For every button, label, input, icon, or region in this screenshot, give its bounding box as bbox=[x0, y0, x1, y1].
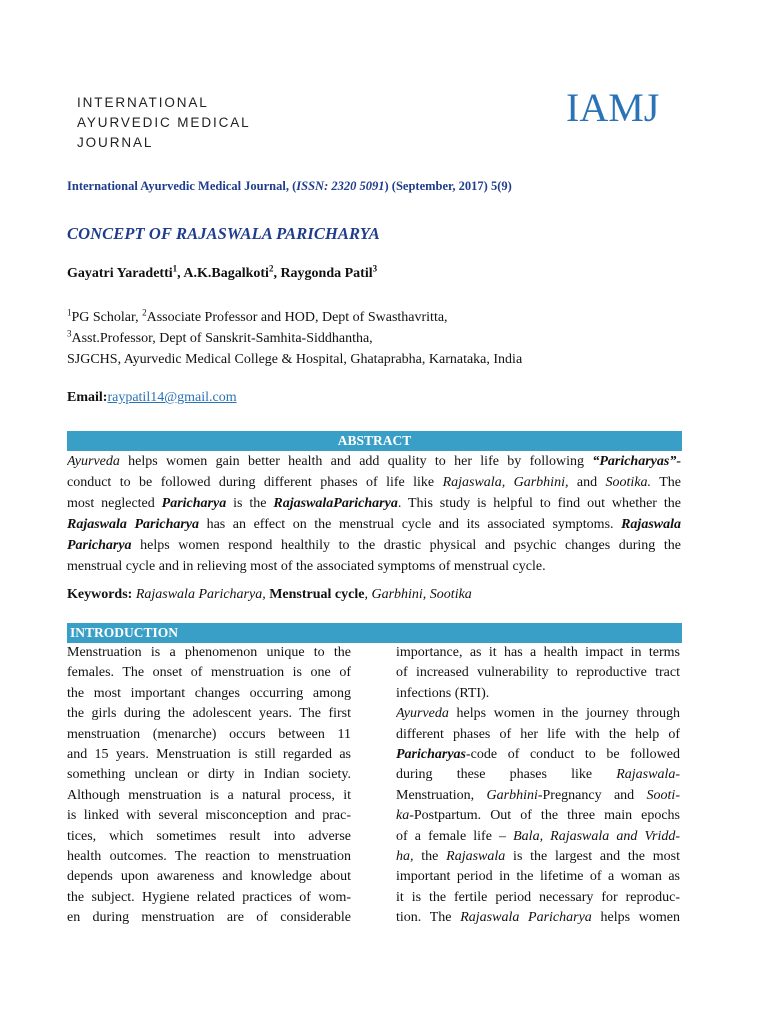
intro-line: different phases of her life with the help of bbox=[396, 726, 680, 742]
text-fragment: and bbox=[568, 475, 606, 490]
intro-line: menstruation (menarche) occurs between 11 bbox=[67, 726, 351, 742]
author-sup: 3 bbox=[372, 263, 378, 274]
text-fragment: helps women bbox=[591, 910, 680, 926]
abstract-line bbox=[67, 472, 681, 493]
keywords-label: Keywords: bbox=[67, 587, 133, 602]
affiliation-line-1 bbox=[67, 307, 522, 328]
email-link[interactable]: raypatil14@gmail.com bbox=[107, 390, 237, 405]
text-fragment: Sooti- bbox=[646, 787, 680, 803]
affiliation-line-2 bbox=[67, 328, 522, 349]
intro-line bbox=[396, 847, 680, 867]
intro-line bbox=[396, 765, 680, 785]
intro-line: importance, as it has a health impact in terms bbox=[396, 645, 680, 660]
text-fragment: . This study is helpful to find out whether the bbox=[397, 496, 681, 511]
abstract-line bbox=[67, 451, 681, 472]
text-fragment: Rajaswala bbox=[621, 517, 681, 532]
intro-line bbox=[396, 806, 680, 826]
keyword: , Garbhini, Sootika bbox=[364, 587, 472, 602]
abstract-line bbox=[67, 493, 681, 514]
intro-line: females. The onset of menstruation is one of bbox=[67, 665, 351, 681]
text-fragment: “Paricharyas”- bbox=[592, 454, 681, 469]
text-fragment: Bala, Rajaswala and Vridd- bbox=[513, 828, 680, 844]
text-fragment: Paricharya bbox=[161, 496, 227, 511]
text-fragment: Paricharyas bbox=[396, 746, 466, 762]
keyword: Rajaswala Paricharya, bbox=[132, 587, 266, 602]
text-fragment: Garbhini bbox=[486, 787, 538, 803]
text-fragment: helps women gain better health and add quality to her life by following bbox=[119, 454, 593, 469]
text-fragment: Sootika. bbox=[605, 475, 652, 490]
text-fragment: during these phases like bbox=[396, 767, 617, 783]
affil-sup: 3 bbox=[67, 328, 72, 339]
affiliations bbox=[67, 307, 522, 370]
author-sup: 1 bbox=[172, 263, 178, 274]
text-fragment: Rajaswala- bbox=[616, 767, 680, 783]
citation-journal: International Ayurvedic Medical Journal, ( bbox=[67, 179, 297, 193]
text-fragment: Paricharya bbox=[67, 538, 132, 553]
text-fragment: RajaswalaParicharya bbox=[273, 496, 398, 511]
text-fragment: is the largest and the most bbox=[505, 848, 680, 864]
intro-line: en during menstruation are of considerable bbox=[67, 910, 351, 926]
intro-line: is linked with several misconception and prac- bbox=[67, 808, 351, 824]
text-fragment: The bbox=[651, 475, 681, 490]
text-fragment: Rajaswala Paricharya bbox=[460, 910, 592, 926]
text-fragment: the bbox=[413, 848, 447, 864]
introduction-heading: INTRODUCTION bbox=[67, 623, 682, 643]
affil-text: Asst.Professor, Dept of Sanskrit-Samhita-Siddhantha, bbox=[71, 331, 373, 346]
abstract-heading: ABSTRACT bbox=[67, 431, 682, 451]
text-fragment: Menstruation, bbox=[396, 787, 487, 803]
author-sep: , bbox=[177, 266, 184, 281]
citation-line bbox=[67, 179, 512, 194]
affil-sup: 2 bbox=[142, 307, 147, 318]
text-fragment: -Postpartum. Out of the three main epochs bbox=[409, 808, 680, 824]
journal-name-line-1: INTERNATIONAL bbox=[77, 95, 209, 110]
intro-left-column bbox=[67, 643, 351, 928]
text-fragment: Ayurveda bbox=[67, 454, 120, 469]
author-sup: 2 bbox=[268, 263, 274, 274]
abstract-line bbox=[67, 514, 681, 535]
intro-line: of increased vulnerability to reproductive tract bbox=[396, 665, 680, 681]
text-fragment: Ayurveda bbox=[396, 706, 449, 722]
abstract-line: menstrual cycle and in relieving most of the associated symptoms of menstrual cycle. bbox=[67, 559, 546, 574]
intro-line: the most important changes occurring among bbox=[67, 685, 351, 701]
abstract-body bbox=[67, 451, 681, 577]
intro-line: Menstruation is a phenomenon unique to the bbox=[67, 645, 351, 660]
text-fragment: Rajaswala, Garbhini, bbox=[442, 475, 569, 490]
intro-right-column bbox=[396, 643, 680, 928]
intro-line bbox=[396, 827, 680, 847]
intro-line bbox=[396, 745, 680, 765]
text-fragment: -code of conduct to be followed bbox=[466, 746, 680, 762]
keywords-line bbox=[67, 587, 472, 603]
text-fragment: conduct to be followed during different phases of life like bbox=[67, 475, 443, 490]
text-fragment: tion. The bbox=[396, 910, 461, 926]
text-fragment: -Pregnancy and bbox=[537, 787, 647, 803]
intro-line bbox=[396, 908, 680, 928]
article-title: CONCEPT OF RAJASWALA PARICHARYA bbox=[67, 224, 380, 243]
affil-text: PG Scholar, bbox=[71, 310, 143, 325]
text-fragment: helps women respond healthily to the drastic physical and psychic changes during the bbox=[131, 538, 681, 553]
journal-name-line-3: JOURNAL bbox=[77, 135, 154, 150]
text-fragment: is the bbox=[226, 496, 274, 511]
email-label: Email: bbox=[67, 390, 108, 405]
text-fragment: of a female life – bbox=[396, 828, 514, 844]
intro-line: infections (RTI). bbox=[396, 685, 490, 701]
intro-line: Although menstruation is a natural process, it bbox=[67, 787, 351, 803]
abstract-line bbox=[67, 535, 681, 556]
citation-issn: ISSN: 2320 5091 bbox=[296, 179, 385, 193]
intro-line: depends upon awareness and knowledge about bbox=[67, 869, 351, 885]
intro-line bbox=[396, 786, 680, 806]
affil-text: Associate Professor and HOD, Dept of Swasthavritta, bbox=[146, 310, 448, 325]
citation-date: ) (September, 2017) 5(9) bbox=[384, 179, 512, 193]
affil-sup: 1 bbox=[67, 307, 72, 318]
text-fragment: Rajaswala bbox=[446, 848, 506, 864]
author-sep: , bbox=[273, 266, 281, 281]
intro-line: the subject. Hygiene related practices of wom- bbox=[67, 889, 351, 905]
intro-line bbox=[396, 704, 680, 724]
text-fragment: Rajaswala Paricharya bbox=[67, 517, 200, 532]
text-fragment: has an effect on the menstrual cycle and its associated symptoms. bbox=[199, 517, 622, 532]
intro-line: health outcomes. The reaction to menstruation bbox=[67, 848, 351, 864]
author-name: A.K.Bagalkoti bbox=[183, 266, 269, 281]
intro-line: important period in the lifetime of a woman as bbox=[396, 869, 680, 885]
text-fragment: ka bbox=[396, 808, 410, 824]
intro-line: and 15 years. Menstruation is still regarded as bbox=[67, 746, 351, 762]
email-line bbox=[67, 390, 237, 406]
text-fragment: most neglected bbox=[67, 496, 162, 511]
intro-line: the girls during the adolescent years. The first bbox=[67, 706, 351, 722]
keyword: Menstrual cycle bbox=[265, 587, 365, 602]
author-list bbox=[67, 263, 378, 282]
affiliation-line-3: SJGCHS, Ayurvedic Medical College & Hospital, Ghataprabha, Karnataka, India bbox=[67, 352, 523, 367]
author-name: Gayatri Yaradetti bbox=[67, 266, 173, 281]
journal-name bbox=[77, 93, 251, 153]
text-fragment: ha, bbox=[396, 848, 414, 864]
intro-line: something unclean or dirty in Indian society. bbox=[67, 767, 351, 783]
author-name: Raygonda Patil bbox=[280, 266, 373, 281]
text-fragment: helps women in the journey through bbox=[448, 706, 680, 722]
journal-logo: IAMJ bbox=[566, 85, 660, 130]
journal-name-line-2: AYURVEDIC MEDICAL bbox=[77, 115, 251, 130]
intro-line: tices, which sometimes result into adverse bbox=[67, 828, 351, 844]
intro-line: it is the fertile period necessary for reproduc- bbox=[396, 889, 680, 905]
